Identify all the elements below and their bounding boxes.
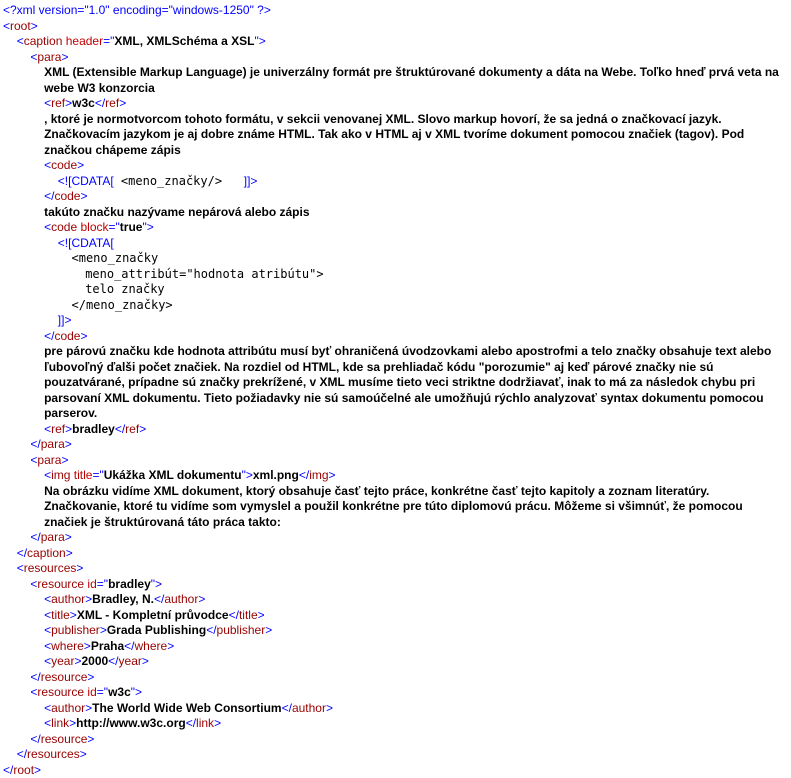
markup-delimiter: <	[44, 654, 52, 668]
markup-delimiter: <	[44, 220, 52, 234]
xml-line	[0, 608, 781, 624]
element-name: code	[54, 189, 81, 203]
markup-delimiter: >	[87, 731, 95, 746]
text-content: Na obrázku vidíme XML dokument, ktorý obsahuje časť tejto práce, konkrétne časť tejto kapitoly a zoznam literatúry. Značkovanie, ktoré tu vidíme som vymyslel a použil konkrétne pre túto diplomovú prácu. Môžeme si všimnúť, že pomocou značiek je štruktúrovaná táto práca takto:	[44, 483, 743, 529]
markup-delimiter: <	[30, 685, 38, 699]
element-name: publisher	[51, 623, 100, 637]
markup-delimiter: >	[214, 716, 222, 730]
markup-delimiter: <	[44, 468, 52, 482]
xml-line	[0, 670, 781, 686]
markup-delimiter: >	[139, 421, 147, 436]
markup-delimiter: >	[85, 592, 93, 606]
markup-delimiter: >	[77, 158, 85, 172]
markup-delimiter: <	[44, 592, 52, 606]
element-name: author	[164, 592, 199, 606]
markup-delimiter: >	[265, 623, 273, 637]
xml-line	[0, 561, 781, 577]
markup-delimiter: >	[34, 762, 42, 777]
element-name: root	[10, 18, 31, 33]
markup-delimiter: <	[44, 421, 52, 436]
markup-delimiter: >	[79, 747, 87, 761]
xml-line	[0, 468, 781, 484]
element-name: ref	[51, 421, 66, 436]
markup-delimiter: >	[87, 669, 95, 684]
text-content: pre párovú značku kde hodnota attribútu musí byť ohraničená úvodzovkami alebo apostrofmi a telo značky obsahuje text alebo ľubovoľný ďalši počet značiek. Na rozdiel od HTML, kde sa prehliadač kódu "porozumie" aj keď párové značky nie sú pouzatvárané, prípadne sú značky prekrížené, v XML musíme tieto veci striktne dodržiavať, inak to má za následok chybu pri parsovaní XML dokumentu. Tieto požiadavky nie sú samoúčelné ale umožňujú rýchlo analyzovať syntax dokumentu pomocou parserov.	[44, 344, 772, 420]
markup-delimiter: >	[30, 18, 38, 33]
attribute-name: id	[84, 685, 97, 699]
xml-line	[0, 236, 781, 252]
markup-delimiter: </	[185, 716, 197, 730]
xml-line	[0, 329, 781, 345]
xml-line	[0, 3, 781, 19]
attribute-name: header	[62, 34, 104, 48]
xml-line	[0, 654, 781, 670]
markup-delimiter: ]]>	[57, 313, 72, 327]
xml-line	[0, 732, 781, 748]
markup-delimiter: >	[74, 654, 82, 668]
markup-delimiter: >	[69, 716, 77, 730]
markup-delimiter: <	[44, 96, 52, 110]
xml-line	[0, 763, 781, 778]
markup-delimiter: </	[3, 762, 14, 777]
markup-delimiter: <	[44, 700, 52, 715]
markup-delimiter: <	[30, 452, 38, 467]
markup-delimiter: <	[16, 561, 24, 575]
xml-line	[0, 205, 781, 221]
attribute-value: bradley	[108, 576, 151, 591]
markup-delimiter: >	[167, 638, 175, 653]
cdata-content: </meno_značky>	[71, 297, 173, 312]
attribute-value: true	[119, 220, 143, 234]
markup-delimiter: </	[153, 592, 165, 606]
attribute-name: id	[84, 576, 97, 591]
xml-line	[0, 251, 781, 267]
attribute-value: XML, XMLSchéma a XSL	[114, 34, 255, 48]
markup-delimiter: >	[64, 530, 72, 544]
markup-delimiter: >	[83, 638, 91, 653]
xml-line	[0, 298, 781, 314]
xml-line	[0, 50, 781, 66]
xml-line	[0, 701, 781, 717]
markup-delimiter: >	[325, 700, 333, 715]
markup-delimiter: >	[80, 189, 88, 203]
markup-delimiter: >	[69, 607, 77, 622]
markup-delimiter: ">	[130, 685, 143, 699]
attribute-value: Ukážka XML dokumentu	[103, 468, 242, 482]
markup-delimiter: <	[44, 716, 52, 730]
text-content: takúto značku nazývame nepárová alebo zápis	[44, 204, 310, 219]
markup-delimiter: >	[141, 654, 149, 668]
markup-delimiter: </	[30, 530, 41, 544]
xml-line	[0, 592, 781, 608]
markup-delimiter: </	[16, 545, 28, 560]
markup-delimiter: >	[61, 49, 69, 64]
element-name: resources	[23, 561, 77, 575]
markup-delimiter: >	[65, 96, 73, 110]
xml-line	[0, 484, 781, 531]
xml-line	[0, 34, 781, 50]
markup-delimiter: </	[94, 96, 106, 110]
text-content: w3c	[72, 96, 95, 110]
xml-line	[0, 747, 781, 763]
element-name: author	[51, 592, 86, 606]
xml-line	[0, 639, 781, 655]
markup-delimiter: >	[85, 700, 93, 715]
element-name: where	[51, 638, 84, 653]
element-name: resource	[37, 576, 85, 591]
text-content: , ktoré je normotvorcom tohoto formátu, v sekcii venovanej XML. Slovo markup hovorí, že sa jedná o značkovací jazyk. Značkovacím jazykom je aj dobre známe HTML. Tak ako v HTML aj v XML tvoríme dokument pomocou značiek (tagov). Pod značkou chápeme zápis	[44, 111, 745, 157]
xml-line	[0, 65, 781, 96]
markup-delimiter: <	[44, 623, 52, 637]
markup-delimiter: >	[198, 592, 206, 606]
cdata-content: meno_attribút="hodnota atribútu">	[85, 266, 324, 281]
element-name: ref	[105, 96, 120, 110]
cdata-content: telo značky	[85, 282, 165, 296]
text-content: Grada Publishing	[106, 623, 207, 637]
markup-delimiter: ">	[241, 468, 253, 482]
element-name: link	[196, 716, 215, 730]
element-name: title	[238, 607, 258, 622]
text-content: bradley	[72, 421, 115, 436]
markup-delimiter: <![CDATA[	[57, 235, 114, 250]
text-content: XML (Extensible Markup Language) je univerzálny formát pre štruktúrované dokumenty a dáta na Webe. Toľko hneď prvá veta na webe W3 konzorcia	[44, 65, 779, 95]
markup-delimiter: <![CDATA[	[57, 173, 114, 188]
markup-delimiter: >	[65, 421, 73, 436]
xml-line	[0, 716, 781, 732]
markup-delimiter: ">	[150, 576, 163, 591]
markup-delimiter: ">	[142, 220, 154, 234]
markup-delimiter: >	[99, 623, 107, 637]
element-name: para	[40, 437, 65, 451]
markup-delimiter: >	[65, 545, 73, 560]
xml-line	[0, 344, 781, 422]
element-name: resource	[40, 731, 88, 746]
xml-line	[0, 546, 781, 562]
element-name: code	[51, 220, 78, 234]
xml-line	[0, 220, 781, 236]
markup-delimiter: </	[124, 638, 135, 653]
markup-delimiter: >	[80, 328, 88, 343]
element-name: caption	[23, 34, 63, 48]
text-content: http://www.w3c.org	[76, 716, 186, 730]
xml-line	[0, 437, 781, 453]
element-name: root	[13, 762, 35, 777]
markup-delimiter: ="	[96, 685, 109, 699]
element-name: ref	[51, 96, 66, 110]
markup-delimiter: <	[3, 18, 11, 33]
element-name: para	[37, 452, 62, 467]
cdata-content: <meno_značky	[71, 251, 159, 265]
attribute-name: block	[77, 220, 109, 234]
element-name: resource	[37, 685, 85, 699]
markup-delimiter: </	[30, 669, 41, 684]
markup-delimiter: </	[108, 654, 119, 668]
markup-delimiter: <	[44, 607, 52, 622]
markup-delimiter: </	[30, 731, 41, 746]
markup-delimiter: >	[61, 452, 69, 467]
element-name: ref	[125, 421, 140, 436]
attribute-value: w3c	[108, 685, 131, 699]
element-name: para	[40, 530, 65, 544]
xml-line	[0, 422, 781, 438]
element-name: year	[118, 654, 142, 668]
markup-delimiter: ]]>	[243, 173, 258, 188]
element-name: para	[37, 49, 62, 64]
element-name: publisher	[216, 623, 266, 637]
markup-delimiter: </	[30, 437, 41, 451]
text-content: xml.png	[252, 468, 299, 482]
text-content: The World Wide Web Consortium	[92, 700, 282, 715]
text-content: Bradley, N.	[92, 592, 154, 606]
xml-line	[0, 112, 781, 159]
markup-delimiter: <	[44, 158, 52, 172]
element-name: code	[51, 158, 78, 172]
element-name: resources	[27, 747, 80, 761]
markup-delimiter: <	[44, 638, 52, 653]
attribute-name: title	[70, 468, 93, 482]
markup-delimiter: <	[16, 34, 24, 48]
element-name: img	[309, 468, 329, 482]
xml-prolog: <?xml version="1.0" encoding="windows-1250" ?>	[3, 3, 271, 17]
element-name: resource	[40, 669, 88, 684]
markup-delimiter: </	[206, 623, 217, 637]
xml-line	[0, 189, 781, 205]
markup-delimiter: >	[257, 607, 265, 622]
markup-delimiter: <	[30, 576, 38, 591]
xml-line	[0, 174, 781, 190]
markup-delimiter: ">	[254, 34, 266, 48]
element-name: link	[51, 716, 70, 730]
xml-line	[0, 623, 781, 639]
element-name: caption	[27, 545, 66, 560]
xml-line	[0, 313, 781, 329]
text-content: XML - Kompletní průvodce	[76, 607, 229, 622]
xml-line	[0, 96, 781, 112]
markup-delimiter: ="	[92, 468, 104, 482]
xml-line	[0, 685, 781, 701]
element-name: code	[54, 328, 81, 343]
markup-delimiter: ="	[103, 34, 115, 48]
xml-line	[0, 530, 781, 546]
markup-delimiter: ="	[108, 220, 120, 234]
markup-delimiter: </	[44, 328, 55, 343]
markup-delimiter: >	[119, 96, 127, 110]
xml-line	[0, 267, 781, 283]
element-name: author	[51, 700, 86, 715]
element-name: title	[51, 607, 70, 622]
xml-line	[0, 577, 781, 593]
markup-delimiter: >	[64, 437, 72, 451]
markup-delimiter: >	[76, 561, 84, 575]
text-content: 2000	[81, 654, 109, 668]
element-name: where	[134, 638, 168, 653]
text-content: Praha	[90, 638, 125, 653]
markup-delimiter: </	[298, 468, 310, 482]
markup-delimiter: >	[328, 468, 336, 482]
element-name: author	[291, 700, 326, 715]
xml-line	[0, 19, 781, 35]
markup-delimiter: </	[228, 607, 239, 622]
markup-delimiter: </	[114, 421, 126, 436]
markup-delimiter: </	[281, 700, 292, 715]
element-name: img	[51, 468, 71, 482]
xml-line	[0, 453, 781, 469]
xml-line	[0, 282, 781, 298]
markup-delimiter: </	[44, 189, 55, 203]
markup-delimiter: <	[30, 49, 38, 64]
xml-line	[0, 158, 781, 174]
markup-delimiter: </	[16, 747, 28, 761]
markup-delimiter: ="	[96, 576, 109, 591]
cdata-content: <meno_značky/>	[113, 173, 244, 188]
element-name: year	[51, 654, 75, 668]
